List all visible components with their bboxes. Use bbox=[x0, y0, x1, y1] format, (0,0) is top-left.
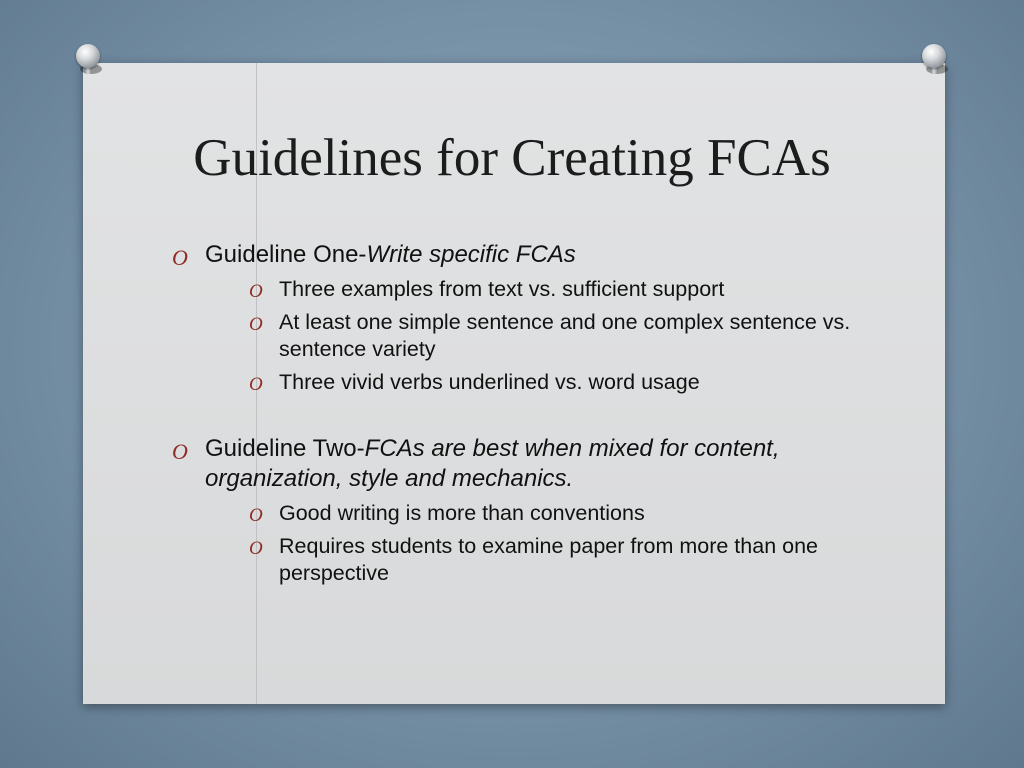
bullet-marker-icon: O bbox=[249, 505, 263, 526]
bullet-marker-icon: O bbox=[172, 439, 188, 464]
sub-bullet-text: Three vivid verbs underlined vs. word usage bbox=[279, 370, 700, 394]
bullet-marker-icon: O bbox=[249, 374, 263, 395]
sub-bullet-list bbox=[205, 276, 852, 396]
thumbtack-icon bbox=[72, 42, 106, 76]
sub-bullet bbox=[205, 276, 852, 303]
bullet-emphasis: FCAs are best when mixed for content, organization, style and mechanics. bbox=[205, 435, 780, 492]
bullet-guideline-two bbox=[172, 434, 852, 587]
bullet-guideline-one bbox=[172, 240, 852, 396]
bullet-marker-icon: O bbox=[172, 245, 188, 270]
thumbtack-icon bbox=[918, 42, 952, 76]
sub-bullet-text: At least one simple sentence and one complex sentence vs. sentence variety bbox=[279, 310, 851, 361]
slide-title: Guidelines for Creating FCAs bbox=[193, 129, 831, 187]
bullet-emphasis: Write specific FCAs bbox=[366, 241, 576, 268]
bullet-lead: Guideline One- bbox=[205, 241, 367, 268]
bullet-marker-icon: O bbox=[249, 538, 263, 559]
sub-bullet bbox=[205, 533, 852, 587]
bullet-list bbox=[172, 240, 852, 587]
sub-bullet-list bbox=[205, 500, 852, 587]
sub-bullet-text: Three examples from text vs. sufficient support bbox=[279, 277, 725, 301]
sub-bullet bbox=[205, 309, 852, 363]
sub-bullet-text: Requires students to examine paper from more than one perspective bbox=[279, 534, 818, 585]
sub-bullet bbox=[205, 369, 852, 396]
bullet-lead: Guideline Two- bbox=[205, 435, 365, 462]
bullet-marker-icon: O bbox=[249, 314, 263, 335]
sub-bullet bbox=[205, 500, 852, 527]
bullet-marker-icon: O bbox=[249, 281, 263, 302]
sub-bullet-text: Good writing is more than conventions bbox=[279, 501, 645, 525]
